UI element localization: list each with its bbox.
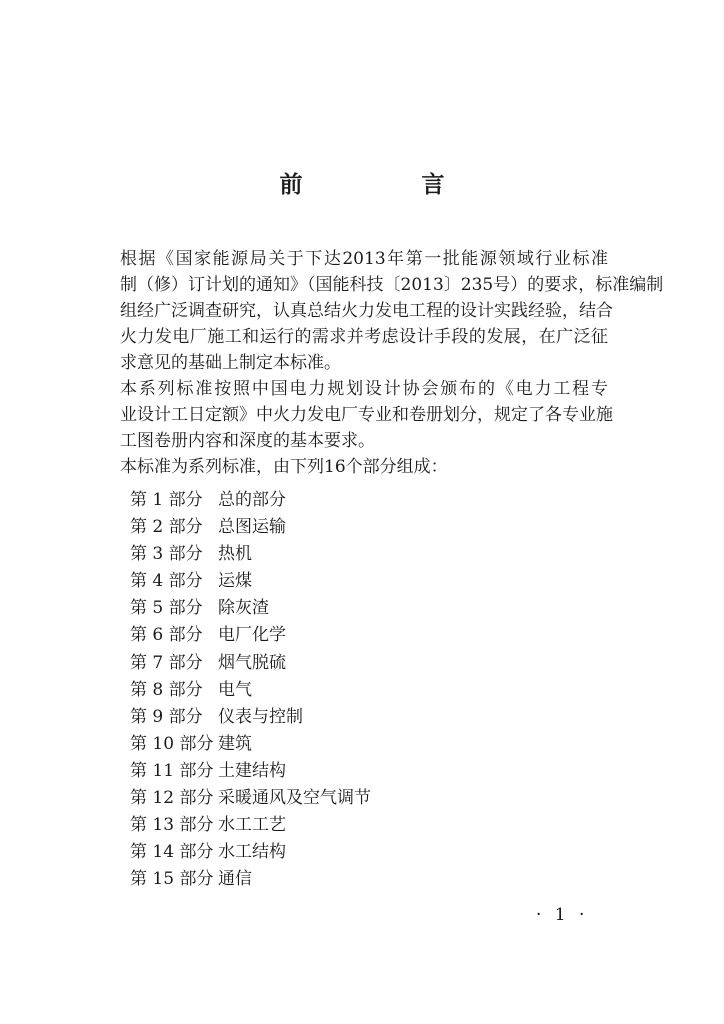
paragraph-line: 组经广泛调查研究，认真总结火力发电工程的设计实践经验，结合	[120, 301, 613, 321]
part-number: 第 13 部分	[130, 815, 214, 836]
page-number: · 1 ·	[536, 905, 589, 925]
part-name: 总的部分	[218, 490, 286, 510]
part-name: 建筑	[218, 733, 252, 754]
paragraph-line: 本标准为系列标准，由下列16个部分组成：	[120, 457, 448, 477]
part-name: 水工结构	[218, 842, 286, 863]
part-name: 烟气脱硫	[218, 652, 286, 673]
paragraph-line: 求意见的基础上制定本标准。	[120, 353, 341, 373]
list-item	[130, 866, 371, 893]
list-item	[130, 839, 371, 866]
list-item	[130, 812, 371, 839]
paragraph-line: 制（修）订计划的通知》（国能科技〔2013〕235号）的要求，标准编制	[120, 275, 664, 295]
part-number: 第 1 部分	[130, 490, 203, 510]
list-item	[130, 622, 371, 649]
part-name: 总图运输	[218, 517, 286, 538]
list-item	[130, 650, 371, 677]
paragraph-1	[120, 246, 664, 376]
list-item	[130, 677, 371, 704]
paragraph-3	[120, 454, 608, 480]
part-number: 第 15 部分	[130, 869, 214, 890]
parts-list	[130, 487, 371, 893]
part-name: 运煤	[218, 571, 252, 592]
part-name: 除灰渣	[218, 598, 269, 619]
paragraph-line: 本系列标准按照中国电力规划设计协会颁布的《电力工程专	[120, 379, 608, 399]
part-number: 第 6 部分	[130, 625, 203, 646]
part-number: 第 8 部分	[130, 679, 203, 700]
part-number: 第 11 部分	[130, 760, 214, 781]
part-number: 第 9 部分	[130, 706, 203, 727]
part-name: 水工工艺	[218, 815, 286, 836]
preface-body	[120, 246, 664, 480]
part-number: 第 14 部分	[130, 842, 214, 863]
part-name: 采暖通风及空气调节	[218, 788, 371, 809]
paragraph-line: 火力发电厂施工和运行的需求并考虑设计手段的发展，在广泛征	[120, 327, 608, 347]
part-name: 电厂化学	[218, 625, 286, 646]
list-item	[130, 568, 371, 595]
part-name: 通信	[218, 869, 252, 890]
part-number: 第 3 部分	[130, 544, 203, 565]
paragraph-line: 工图卷册内容和深度的基本要求。	[120, 431, 375, 451]
list-item	[130, 541, 371, 568]
list-item	[130, 758, 371, 785]
part-name: 土建结构	[218, 760, 286, 781]
list-item	[130, 785, 371, 812]
paragraph-line: 根据《国家能源局关于下达2013年第一批能源领域行业标准	[120, 249, 608, 269]
list-item	[130, 487, 371, 514]
part-number: 第 7 部分	[130, 652, 203, 673]
part-number: 第 4 部分	[130, 571, 203, 592]
part-number: 第 12 部分	[130, 788, 214, 809]
list-item	[130, 731, 371, 758]
part-name: 仪表与控制	[218, 706, 303, 727]
part-number: 第 10 部分	[130, 733, 214, 754]
part-name: 电气	[218, 679, 252, 700]
part-number: 第 2 部分	[130, 517, 203, 538]
part-number: 第 5 部分	[130, 598, 203, 619]
list-item	[130, 704, 371, 731]
paragraph-2	[120, 376, 613, 454]
part-name: 热机	[218, 544, 252, 565]
page-title: 前 言	[279, 171, 493, 198]
list-item	[130, 595, 371, 622]
paragraph-line: 业设计工日定额》中火力发电厂专业和卷册划分，规定了各专业施	[120, 405, 613, 425]
list-item	[130, 514, 371, 541]
